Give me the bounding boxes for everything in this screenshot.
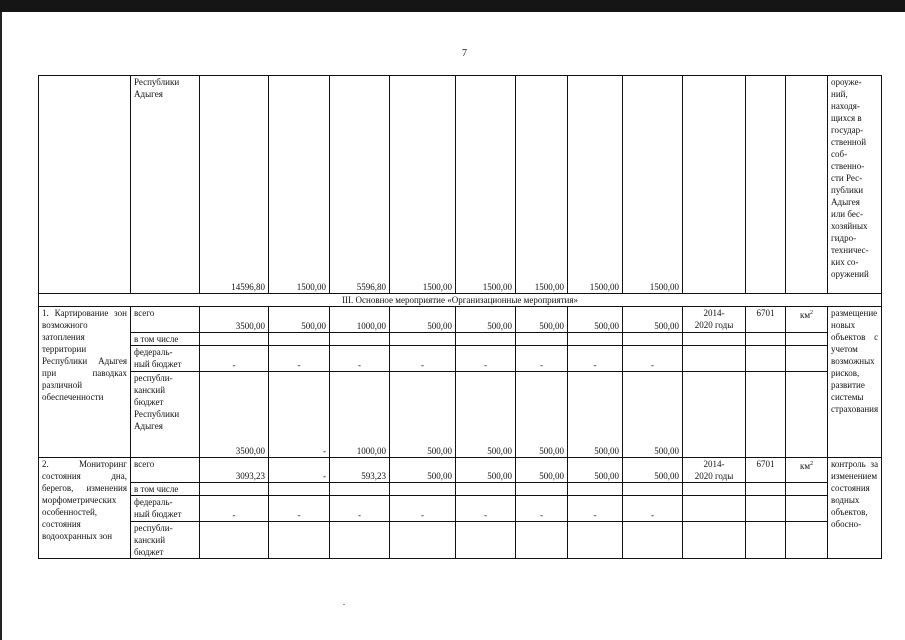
value-cell: 1500,00 [390,76,456,294]
table-row [39,346,882,372]
value-cell [516,483,568,496]
value-cell: - [568,346,623,372]
table-cell [746,372,786,458]
table-row [39,496,882,522]
funding-source-cell: Республики Адыгея [131,76,200,294]
table-cell [746,496,786,522]
value-cell [623,522,683,559]
value-cell: - [200,346,269,372]
period-cell: 2014- 2020 годы [683,307,746,333]
value-cell: 1500,00 [516,76,568,294]
table-row [39,307,882,333]
value-cell: 500,00 [568,458,623,483]
value-cell [623,483,683,496]
value-cell [330,522,390,559]
value-cell [390,522,456,559]
value-cell: 500,00 [456,458,516,483]
unit-text: км [799,461,811,471]
unit-cell [786,307,828,333]
value-cell [456,483,516,496]
value-cell [390,333,456,346]
result-cell: контроль за изменением состояния водных объектов, обосно- [828,458,882,559]
table-cell [786,333,828,346]
table-cell [683,496,746,522]
table-cell [746,483,786,496]
value-cell [568,522,623,559]
value-cell: 500,00 [390,372,456,458]
value-cell: 500,00 [390,458,456,483]
table-cell [746,333,786,346]
section-title: III. Основное мероприятие «Организационные мероприятия» [39,294,882,307]
unit-cell [786,458,828,483]
row-label: федераль- ный бюджет [131,346,200,372]
value-cell: - [269,346,330,372]
value-cell: 593,23 [330,458,390,483]
continuation-row [39,76,882,294]
row-label: всего [131,458,200,483]
value-cell: 500,00 [456,372,516,458]
value-cell [516,333,568,346]
value-cell: 3500,00 [200,307,269,333]
row-label: в том числе [131,333,200,346]
unit-sup: 2 [810,310,814,316]
value-cell [269,522,330,559]
scan-border-left [0,12,2,640]
value-cell: - [456,346,516,372]
value-cell: 500,00 [390,307,456,333]
table-cell [786,522,828,559]
row-label: республи- канский бюджет Республики Адыгея [131,372,200,458]
value-cell: - [330,346,390,372]
value-cell: - [623,496,683,522]
value-cell: - [269,372,330,458]
table-row [39,522,882,559]
quantity-cell: 6701 [746,307,786,333]
scan-border-top [0,0,905,12]
value-cell [269,483,330,496]
table-row [39,458,882,483]
value-cell [200,333,269,346]
table-cell [683,333,746,346]
period-cell: 2014- 2020 годы [683,458,746,483]
value-cell: - [390,346,456,372]
value-cell: - [456,496,516,522]
value-cell: 1500,00 [456,76,516,294]
value-cell: - [568,496,623,522]
activity-name: 2. Мониторинг состояния дна, берегов, изменения морфометрических особенностей, состояния водоохранных зон [39,458,131,559]
value-cell [269,333,330,346]
result-cell: размещение новых объектов с учетом возможных рисков, развитие системы страхования [828,307,882,458]
value-cell: 500,00 [516,372,568,458]
table-cell [683,372,746,458]
value-cell: 500,00 [568,372,623,458]
table-cell [683,76,746,294]
value-cell: 5596,80 [330,76,390,294]
value-cell: 500,00 [623,307,683,333]
table-cell [786,372,828,458]
value-cell: - [516,346,568,372]
value-cell: 3500,00 [200,372,269,458]
section-row [39,294,882,307]
value-cell: 1000,00 [330,307,390,333]
table-cell [786,76,828,294]
table-cell [39,76,131,294]
value-cell [330,483,390,496]
value-cell: - [623,346,683,372]
value-cell [200,483,269,496]
value-cell: - [330,496,390,522]
value-cell: - [390,496,456,522]
value-cell [456,333,516,346]
table-cell [746,76,786,294]
value-cell: 1000,00 [330,372,390,458]
unit-text: км [799,310,811,320]
table-cell [683,483,746,496]
value-cell: 3093,23 [200,458,269,483]
value-cell: - [516,496,568,522]
table-cell [746,346,786,372]
row-label: федераль- ный бюджет [131,496,200,522]
value-cell: 500,00 [456,307,516,333]
row-label: республи- канский бюджет [131,522,200,559]
table-cell [786,483,828,496]
value-cell: 500,00 [568,307,623,333]
row-label: всего [131,307,200,333]
value-cell: 500,00 [269,307,330,333]
value-cell [456,522,516,559]
value-cell: 14596,80 [200,76,269,294]
value-cell: 500,00 [516,458,568,483]
value-cell: 1500,00 [269,76,330,294]
value-cell [568,333,623,346]
value-cell: 1500,00 [568,76,623,294]
value-cell: 500,00 [623,372,683,458]
value-cell: 500,00 [623,458,683,483]
table-cell [746,522,786,559]
value-cell [623,333,683,346]
activity-name: 1. Картирование зон возможного затопления территории Республики Адыгея при паводках различной обеспеченности [39,307,131,458]
value-cell [390,483,456,496]
value-cell [568,483,623,496]
value-cell [516,522,568,559]
scan-speck [343,604,345,605]
value-cell [330,333,390,346]
value-cell: - [269,496,330,522]
value-cell: 1500,00 [623,76,683,294]
table-row [39,483,882,496]
row-label: в том числе [131,483,200,496]
table-cell [683,522,746,559]
unit-sup: 2 [810,461,814,467]
value-cell: - [269,458,330,483]
table-cell [786,496,828,522]
table-row [39,372,882,458]
value-cell: 500,00 [516,307,568,333]
table-cell [683,346,746,372]
table-cell [786,346,828,372]
table-row [39,333,882,346]
value-cell: - [200,496,269,522]
quantity-cell: 6701 [746,458,786,483]
program-funding-table [38,75,882,559]
page-number: 7 [462,48,467,59]
value-cell [200,522,269,559]
result-cell: ороуже- ний, находя- щихся в государ- ственной соб- ственно- сти Рес- публики Адыгея или бес- хозяйных гидро- техничес- ких со- оружений [828,76,882,294]
